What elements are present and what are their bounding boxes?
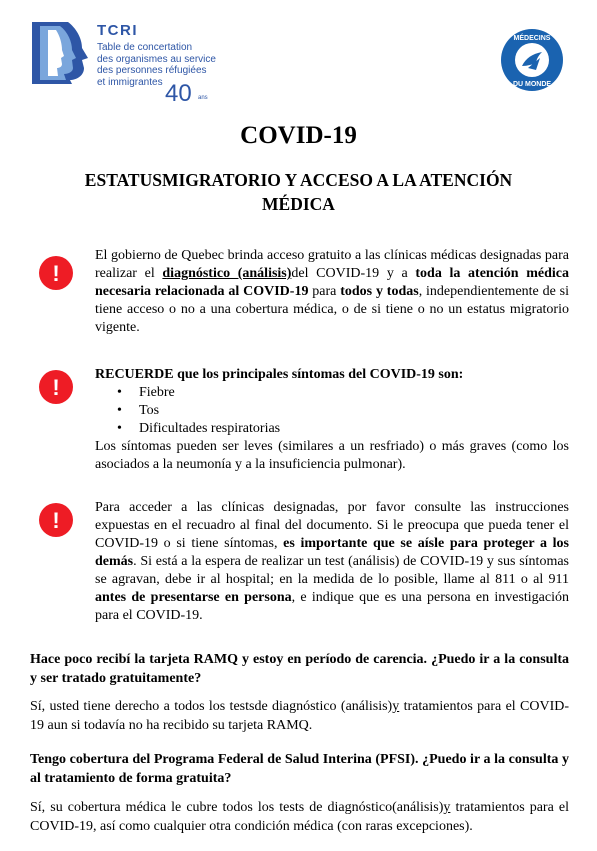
list-item: • Fiebre [95, 384, 569, 402]
answer-ramq: Sí, usted tiene derecho a todos los testsde diagnóstico (análisis)y tratamientos para el COVID-19 aun si todavía no ha recibido su tarjeta RAMQ. [30, 699, 570, 733]
info-block-access: El gobierno de Quebec brinda acceso gratuito a las clínicas médicas designadas para realizar el diagnóstico (análisis)del COVID-19 y a toda la atención médica necesaria relacionada al COVID-19 para todos y todas, independientemente de si tiene acceso o no a una cobertura médica, o de si tiene o no un estatus migratorio vigente. [95, 248, 570, 335]
list-item: • Tos [95, 402, 569, 420]
svg-text:!: ! [52, 508, 60, 533]
exclamation-icon [39, 503, 73, 537]
medecins-du-monde-logo [500, 28, 564, 92]
mdm-text-top: MÉDECINS [513, 35, 551, 42]
list-item: • Dificultades respiratorias [95, 420, 569, 438]
question-ramq: Hace poco recibí la tarjeta RAMQ y estoy en período de carencia. ¿Puedo ir a la consulta y ser tratado gratuitamente? [30, 652, 569, 686]
svg-text:!: ! [52, 261, 60, 286]
anniversary-number: 40 [165, 80, 192, 107]
org-description: Table de concertation des organismes au service des personnes réfugiées et immigrantes [97, 42, 216, 88]
exclamation-icon [39, 256, 73, 290]
question-pfsi: Tengo cobertura del Programa Federal de Salud Interina (PFSI). ¿Puedo ir a la consulta y al tratamiento de forma gratuita? [30, 752, 569, 786]
symptoms-note: Los síntomas pueden ser leves (similares a un resfriado) o más graves (como los asociados a la neumonía y a la insuficiencia pulmonar). [95, 439, 569, 472]
symptoms-list [95, 384, 569, 438]
info-block-isolation: Para acceder a las clínicas designadas, por favor consulte las instrucciones expuestas en el recuadro al final del documento. Si le preocupa que pueda tener el COVID-19 o si tiene síntomas, es importante que se aísle para proteger a los demás. Si está a la espera de realizar un test (análisis) de COVID-19 y sus síntomas se agravan, debe ir al hospital; en la medida de lo posible, llame al 811 o al 911 antes de presentarse en persona, e indique que es una persona en investigación para el COVID-19. [95, 500, 569, 623]
svg-text:!: ! [52, 375, 60, 400]
answer-pfsi: Sí, su cobertura médica le cubre todos los tests de diagnóstico(análisis)y tratamientos para el COVID-19, así como cualquier otra condición médica (con raras excepciones). [30, 800, 569, 834]
tcri-profile-icon [30, 20, 94, 86]
mdm-dove-icon [500, 28, 564, 92]
tcri-logo [30, 20, 230, 110]
org-name: TCRI [97, 22, 138, 39]
page-subtitle: ESTATUSMIGRATORIO Y ACCESO A LA ATENCIÓN MÉDICA [84, 170, 513, 214]
mdm-text-bottom: DU MONDE [512, 81, 552, 88]
exclamation-icon [39, 370, 73, 404]
info-block-symptoms [95, 366, 569, 474]
symptoms-heading: RECUERDE que los principales síntomas del COVID-19 son: [95, 367, 464, 382]
page-title: COVID-19 [240, 122, 357, 149]
anniversary-label: ans [198, 95, 208, 101]
